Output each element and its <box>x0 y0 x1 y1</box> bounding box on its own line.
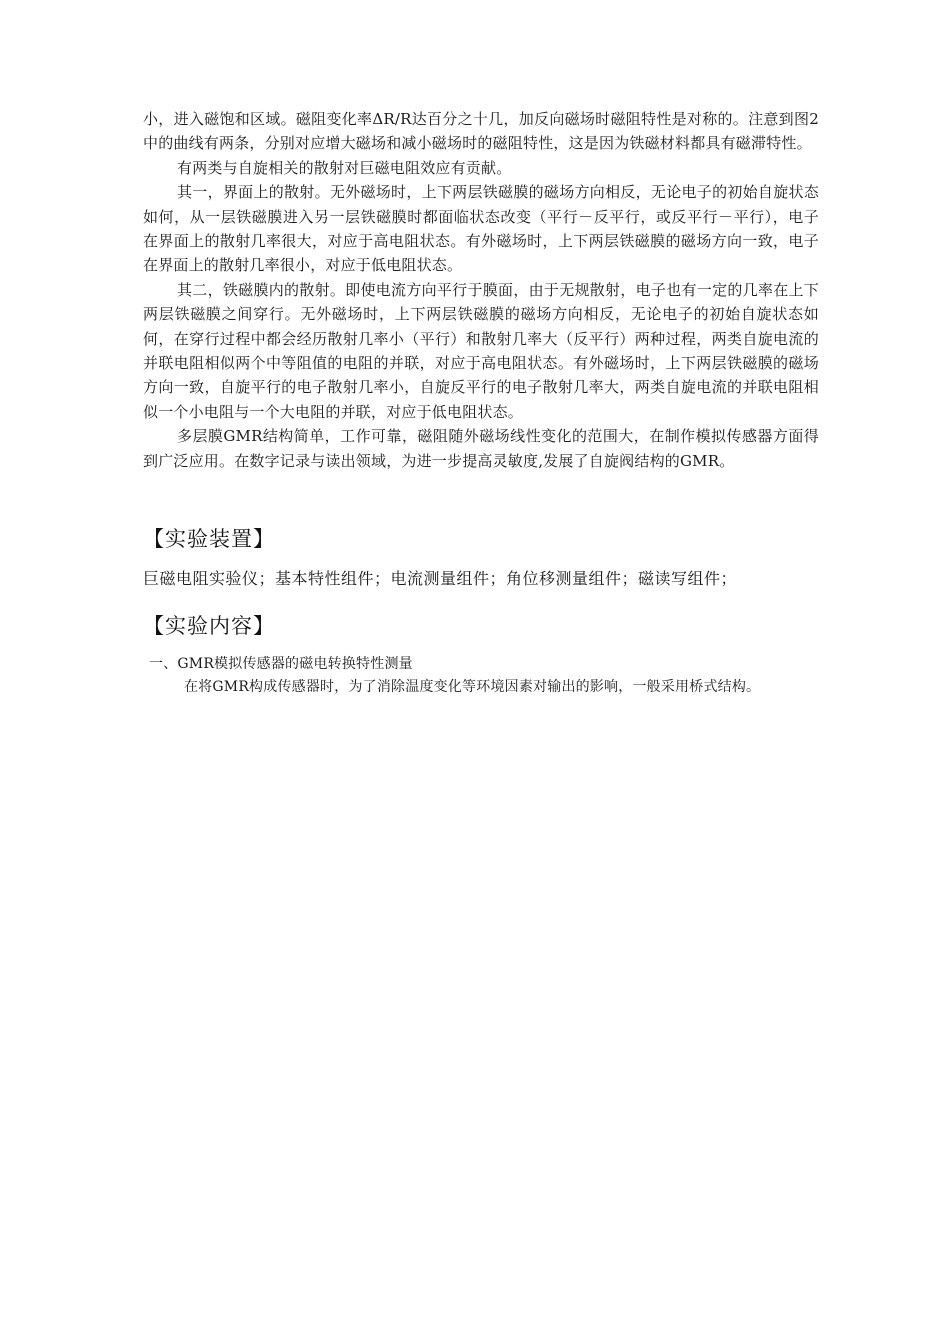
paragraph-interface-scattering: 其一，界面上的散射。无外磁场时，上下两层铁磁膜的磁场方向相反，无论电子的初始自旋状态如何，从一层铁磁膜进入另一层铁磁膜时都面临状态改变（平行－反平行，或反平行－平行），电子在界面上的散射几率很大，对应于高电阻状态。有外磁场时，上下两层铁磁膜的磁场方向一致，电子在界面上的散射几率很小，对应于低电阻状态。 <box>143 183 819 275</box>
content-item-title: 一、GMR模拟传感器的磁电转换特性测量 <box>149 656 413 673</box>
document-body <box>143 107 819 699</box>
content-heading: 【实验内容】 <box>143 614 275 639</box>
paragraph-multilayer-gmr: 多层膜GMR结构简单，工作可靠，磁阻随外磁场线性变化的范围大，在制作模拟传感器方面得到广泛应用。在数字记录与读出领域，为进一步提高灵敏度,发展了自旋阀结构的GMR。 <box>143 427 819 470</box>
content-item-text: 在将GMR构成传感器时，为了消除温度变化等环境因素对输出的影响，一般采用桥式结构。 <box>184 679 761 696</box>
apparatus-list: 巨磁电阻实验仪；基本特性组件；电流测量组件；角位移测量组件；磁读写组件； <box>143 569 738 589</box>
paragraph-film-scattering: 其二，铁磁膜内的散射。即使电流方向平行于膜面，由于无规散射，电子也有一定的几率在上下两层铁磁膜之间穿行。无外磁场时，上下两层铁磁膜的磁场方向相反，无论电子的初始自旋状态如何，在穿行过程中都会经历散射几率小（平行）和散射几率大（反平行）两种过程，两类自旋电流的并联电阻相似两个中等阻值的电阻的并联，对应于高电阻状态。有外磁场时，上下两层铁磁膜的磁场方向一致，自旋平行的电子散射几率小，自旋反平行的电子散射几率大，两类自旋电流的并联电阻相似一个小电阻与一个大电阻的并联，对应于低电阻状态。 <box>143 280 819 421</box>
apparatus-heading: 【实验装置】 <box>143 527 275 552</box>
paragraph-spin-scattering-intro: 有两类与自旋相关的散射对巨磁电阻效应有贡献。 <box>177 158 512 177</box>
paragraph-magnetoresistance-curve: 小，进入磁饱和区域。磁阻变化率ΔR/R达百分之十几，加反向磁场时磁阻特性是对称的。注意到图2中的曲线有两条，分别对应增大磁场和减小磁场时的磁阻特性，这是因为铁磁材料都具有磁滞特性。 <box>143 110 819 153</box>
